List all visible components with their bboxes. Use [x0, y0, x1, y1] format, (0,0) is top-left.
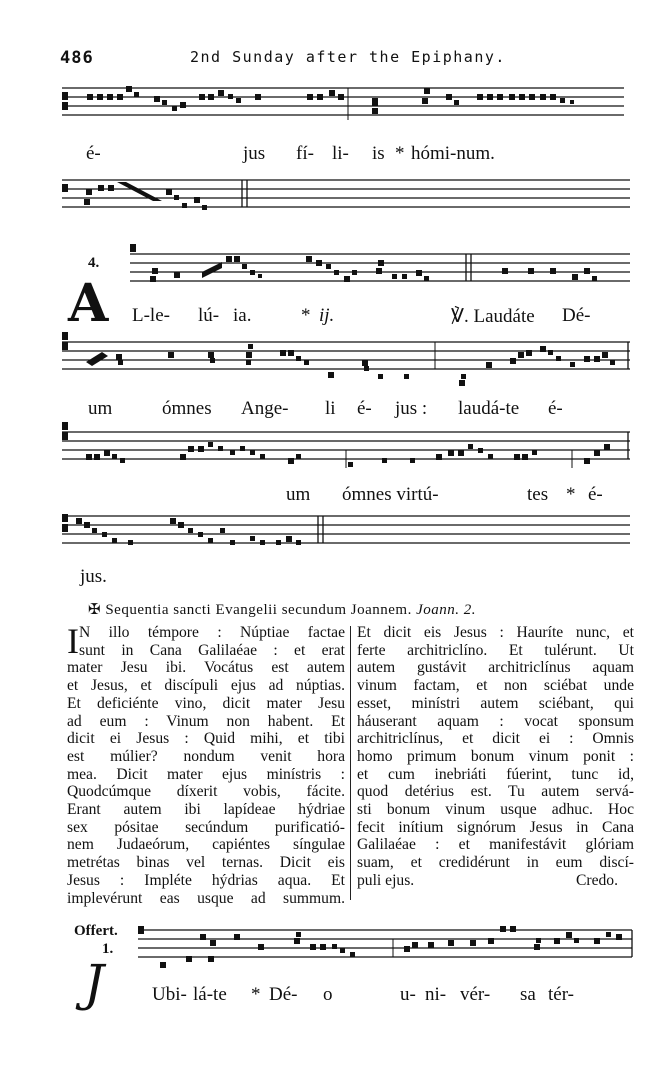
syllable: tér- [548, 984, 574, 1005]
syllable: fí- [296, 143, 314, 164]
syllable: é- [357, 398, 372, 419]
syllable: lá-te [193, 984, 227, 1005]
text-line: est múlier? nondum venit hora [67, 747, 345, 765]
syllable: hómi-num. [411, 143, 495, 164]
offertory-number: 1. [102, 941, 114, 957]
syllable: ℣. Laudáte [451, 306, 535, 327]
syllable: sa [520, 984, 536, 1005]
text-line: homo primum bonum vinum ponit : [357, 747, 634, 765]
gospel-title: Sequentia sancti Evangelii secundum Joannem. [105, 602, 412, 618]
text-line: sex pósitae secúndum purificatió- [67, 818, 345, 836]
text-line: dicit ei Jesus : Quid mihi, et tibi [67, 730, 345, 748]
syllable: * [395, 143, 405, 164]
page-header [60, 48, 632, 70]
syllable: ia. [233, 305, 252, 326]
text-line: Et dicit eis Jesus : Hauríte nunc, et [357, 624, 634, 641]
syllable: * [566, 484, 576, 505]
syllable: um [88, 398, 113, 419]
text-line: architriclínus, et dicit ei : Omnis [357, 730, 634, 748]
text-line: autem gustávit architriclínus aquam [357, 659, 634, 677]
syllable: é- [548, 398, 563, 419]
psalm-number: 4. [88, 255, 100, 271]
chant-staff-4 [62, 330, 632, 390]
text-line: quod detérius est. Tu autem servá- [357, 783, 634, 801]
syllable: * [301, 305, 311, 326]
syllable: Dé- [562, 305, 591, 326]
text-line: Jesus : Impléte hýdrias aqua. Et [67, 871, 345, 889]
text-line: ferte architriclíno. Et tulérunt. Ut [357, 641, 634, 659]
text-line: implevérunt eas usque ad summum. [67, 889, 345, 907]
text-line: esset, minístri autem sciébant, qui [357, 694, 634, 712]
offertory-initial: J [84, 954, 105, 1012]
text-line: vinum factam, et non sciébat unde [357, 677, 634, 695]
text-line: mea. Dicit mater ejus minístris : [67, 765, 345, 783]
text-line: nem Judaeórum, capiéntes síngulae [67, 836, 345, 854]
credo-rubric: Credo. [575, 871, 618, 889]
syllable: ni- [425, 984, 447, 1005]
syllable: ómnes virtú- [342, 484, 439, 505]
chant-staff-offertory [138, 920, 633, 975]
text-line: sti bonum vinum usque adhuc. Hoc [357, 801, 634, 819]
page-title: 2nd Sunday after the Epiphany. [190, 48, 506, 66]
syllable: lú- [198, 305, 220, 326]
syllable: u- [400, 984, 416, 1005]
chant-staff-3 [130, 242, 632, 302]
lyric-line-5 [0, 484, 657, 508]
syllable: laudá-te [458, 398, 520, 419]
syllable: ómnes [162, 398, 212, 419]
syllable: jus. [80, 566, 107, 587]
syllable: L-le- [132, 305, 170, 326]
syllable: um [286, 484, 311, 505]
lyric-line-1 [0, 143, 657, 167]
syllable: o [323, 984, 333, 1005]
syllable: * [251, 984, 261, 1005]
lyric-line-3 [0, 305, 657, 329]
page-number: 486 [60, 48, 94, 68]
text-line: metrétas binas vel ternas. Dicit eis [67, 854, 345, 872]
alleluia-initial: A [68, 273, 109, 334]
syllable: li- [332, 143, 349, 164]
text-line: fecit inítium signórum Jesus in Cana [357, 818, 634, 836]
syllable: Ange- [241, 398, 289, 419]
text-line: mater Jesu ibi. Vocátus est autem [67, 659, 345, 677]
text-line: Quodcúmque díxerit vobis, fácite. [67, 783, 345, 801]
text-line: sunt in Cana Galilaéae : et erat [79, 641, 345, 659]
text-line: háuserant aquam : vocat sponsum [357, 712, 634, 730]
syllable: Ubi- [152, 984, 187, 1005]
syllable: li [325, 398, 336, 419]
gospel-source: Joann. 2. [416, 602, 477, 618]
text-line: et cum inebriáti fúerint, tunc id, [357, 765, 634, 783]
syllable: ij. [319, 305, 335, 326]
text-line: N illo témpore : Núptiae factae [79, 624, 345, 641]
offertory-title: Offert. [74, 923, 118, 939]
gospel-right-column [357, 624, 634, 890]
text-line: Et deficiénte vino, dicit mater Jesu [67, 694, 345, 712]
text-line-last [357, 872, 634, 890]
text-line: et Jesus, et discípuli ejus ad núptias. [67, 677, 345, 695]
text-line: ad eum : Vinum non habent. Et [67, 712, 345, 730]
syllable: vér- [460, 984, 491, 1005]
gospel-heading [88, 600, 476, 619]
syllable: é- [86, 143, 101, 164]
text-line: Erant autem ibi lapídeae hýdriae [67, 801, 345, 819]
text-line: suam, et credidérunt in eum discí- [357, 854, 634, 872]
lyric-line-offertory [0, 984, 657, 1008]
syllable: jus : [395, 398, 428, 419]
chant-staff-2 [62, 175, 632, 225]
column-divider [350, 626, 351, 900]
chant-staff-5 [62, 420, 632, 480]
chant-staff-6 [62, 510, 632, 560]
gospel-initial: I [67, 621, 79, 661]
lyric-line-4 [0, 398, 657, 422]
syllable: é- [588, 484, 603, 505]
syllable: is [372, 143, 385, 164]
syllable: jus [243, 143, 266, 164]
text-line: Galilaéae : et manifestávit glóriam [357, 836, 634, 854]
offertory-label [74, 922, 118, 958]
syllable: Dé- [269, 984, 298, 1005]
cross-icon: ✠ [88, 602, 102, 618]
lyric-line-6 [80, 566, 107, 588]
chant-staff-1 [62, 80, 632, 140]
gospel-left-column [67, 621, 345, 907]
text-line: puli ejus. [357, 871, 415, 889]
syllable: tes [527, 484, 549, 505]
